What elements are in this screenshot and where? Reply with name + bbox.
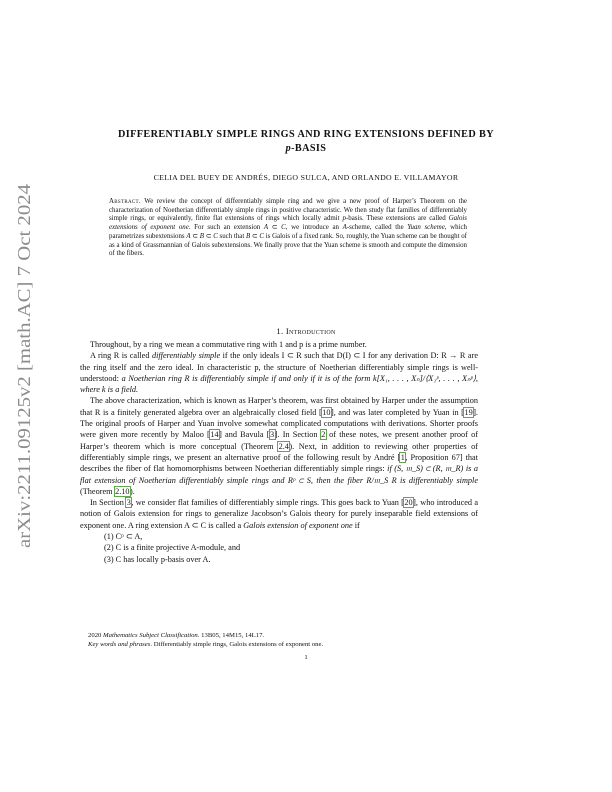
condition-list <box>80 531 478 565</box>
title-line-1: DIFFERENTIABLY SIMPLE RINGS AND RING EXTENSIONS DEFINED BY <box>118 129 494 140</box>
keywords-footnote: Key words and phrases. Differentiably simple rings, Galois extensions of exponent one. <box>88 641 324 649</box>
list-item: (3) C has locally p-basis over A. <box>104 554 211 564</box>
theorem-link[interactable]: 2.10 <box>115 486 130 496</box>
citation-link[interactable]: 3 <box>270 430 275 440</box>
section-heading <box>70 326 542 336</box>
citation-link[interactable]: 1 <box>400 452 405 462</box>
citation-link[interactable]: 20 <box>404 498 413 508</box>
paper-title <box>70 128 542 156</box>
paragraph-1: Throughout, by a ring we mean a commutative ring with 1 and p is a prime number. <box>90 340 367 349</box>
section-number: 1. <box>276 326 284 336</box>
abstract-label: Abstract. <box>109 198 141 205</box>
page-number: 1 <box>304 654 308 661</box>
section-title: Introduction <box>285 326 336 336</box>
title-line-2: p-BASIS <box>285 143 327 154</box>
citation-link[interactable]: 14 <box>210 430 219 440</box>
paragraph-2: A ring R is called differentiably simple if the only ideals I ⊂ R such that D(I) ⊂ I for any derivation D: R → R are the ring itself and the zero ideal. In characteristic p, the structure of Noetherian differentiably simple rings is well-understood: a Noetherian ring R is differentiably simple if and only if it is of the form k[X₁, . . . , Xₙ]/⟨X₁ᵖ, . . . , Xₙᵖ⟩, where k is a field. <box>80 351 478 395</box>
paragraph-4: In Section 3, we consider flat families of differentiably simple rings. This goes back to Yuan [20], who introduced a notion of Galois extension for rings to generalize Jacobson’s Galois theory for purely inseparable field extensions of exponent one. A ring extension A ⊂ C is called a Galois extension of exponent one if <box>80 498 479 530</box>
theorem-link[interactable]: 2.4 <box>278 441 289 451</box>
abstract: Abstract. We review the concept of differentiably simple ring and we give a new proof of Harper’s Theorem on the characterization of Noetherian differentiably simple rings in positive characteristic. We then study flat families of differentiably simple rings, or equivalently, finite flat extensions of rings which locally admit p-basis. These extensions are called Galois extensions of exponent one. For such an extension A ⊂ C, we introduce an A-scheme, called the Yuan scheme, which parametrizes subextensions A ⊂ B ⊂ C such that B ⊂ C is Galois of a fixed rank. So, roughly, the Yuan scheme can be thought of as a kind of Grassmannian of Galois subextensions. We finally prove that the Yuan scheme is smooth and compute the dimension of the fibers. <box>109 198 467 258</box>
section-link[interactable]: 2 <box>321 430 326 440</box>
body-text <box>80 339 478 565</box>
footnotes <box>80 631 478 649</box>
msc-footnote: 2020 Mathematics Subject Classification. 13B05, 14M15, 14L17. <box>88 632 265 639</box>
author-list: CELIA DEL BUEY DE ANDRÉS, DIEGO SULCA, AND ORLANDO E. VILLAMAYOR <box>153 173 459 182</box>
arxiv-id[interactable]: arXiv:2211.09125v2 [math.AC] 7 Oct 2024 <box>14 225 34 548</box>
citation-link[interactable]: 19 <box>464 407 473 417</box>
list-item: (1) Cᵖ ⊂ A, <box>104 532 143 542</box>
section-link[interactable]: 3 <box>126 498 131 508</box>
citation-link[interactable]: 10 <box>322 407 331 417</box>
paragraph-3: The above characterization, which is known as Harper’s theorem, was first obtained by Harper under the assumption that R is a finitely generated algebra over an algebraically closed field [10], and was later completed by Yuan in [19]. The original proofs of Harper and Yuan involve somewhat complicated computations with derivations. Shorter proofs were given more recently by Maloo [14] and Bavula [3]. In Section 2 of these notes, we present another proof of Harper’s theorem which is more conceptual (Theorem 2.4). Next, in addition to reviewing other properties of differentiably simple rings, we present an alternative proof of the following result by André [1, Proposition 67] that describes the fiber of flat homomorphisms between Noetherian differentiably simple rings: if (S, 𝔪_S) ⊂ (R, 𝔪_R) is a flat extension of Noetherian differentiably simple rings and Rᵖ ⊂ S, then the fiber R/𝔪_S R is differentiably simple (Theorem 2.10). <box>80 396 478 496</box>
list-item: (2) C is a finite projective A-module, and <box>104 543 241 553</box>
arxiv-stamp <box>8 180 38 552</box>
